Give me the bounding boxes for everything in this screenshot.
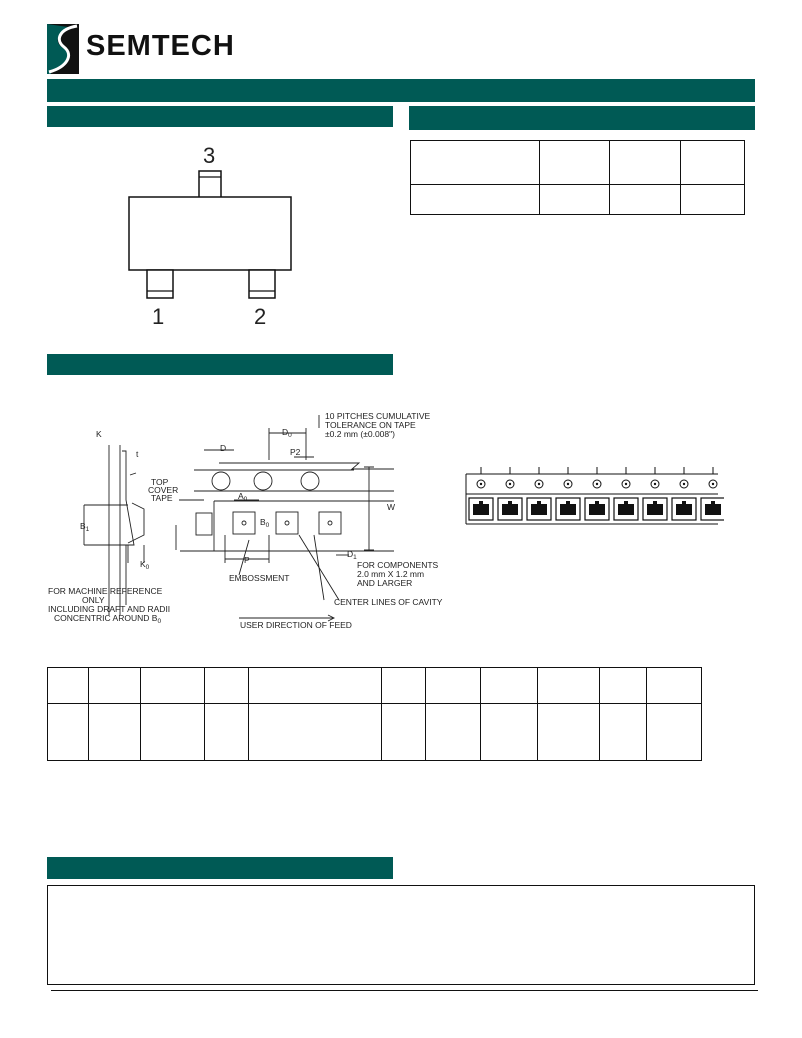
label-p2: P2 xyxy=(290,447,301,457)
section-bar-ordering-info xyxy=(409,106,755,130)
pin-3-lead xyxy=(199,171,221,198)
sot23-lead xyxy=(566,501,570,504)
tape-spec-table xyxy=(47,667,702,761)
label-components-1: FOR COMPONENTS xyxy=(357,560,439,570)
sot23-lead xyxy=(711,501,715,504)
label-a0: $A_0$ xyxy=(238,491,248,503)
label-k: K xyxy=(96,429,102,439)
table-cell xyxy=(141,668,205,704)
table-cell xyxy=(205,668,249,704)
sot23-lead xyxy=(653,501,657,504)
table-cell xyxy=(426,668,481,704)
label-d0: $D_0$ xyxy=(282,427,292,439)
label-machine-ref-2: ONLY xyxy=(82,595,105,605)
label-embossment: EMBOSSMENT xyxy=(229,573,290,583)
section-bar-contact xyxy=(47,857,393,879)
table-cell xyxy=(538,704,600,761)
semtech-s-logo-icon xyxy=(47,24,79,74)
sot23-part xyxy=(618,504,634,515)
sot23-lead xyxy=(624,501,628,504)
sot23-part xyxy=(502,504,518,515)
ordering-table xyxy=(410,140,745,215)
pin-2-label: 2 xyxy=(254,304,267,329)
pin-1-lead xyxy=(147,270,173,298)
contact-information-box xyxy=(47,885,755,985)
table-cell xyxy=(600,668,647,704)
label-components-2: 2.0 mm X 1.2 mm xyxy=(357,569,425,579)
label-k0: $K_0$ xyxy=(140,559,150,571)
label-b0: $B_0$ xyxy=(260,517,270,529)
sprocket-hole-center xyxy=(654,483,656,485)
sprocket-hole-center xyxy=(538,483,540,485)
sprocket-hole-center xyxy=(480,483,482,485)
label-p: P xyxy=(244,555,250,565)
table-cell xyxy=(48,668,89,704)
sot23-part xyxy=(705,504,721,515)
table-cell xyxy=(411,141,540,185)
table-cell xyxy=(89,668,141,704)
pin-3-label: 3 xyxy=(203,143,216,168)
table-cell xyxy=(205,704,249,761)
package-body xyxy=(129,197,291,270)
label-center-lines: CENTER LINES OF CAVITY xyxy=(334,597,443,607)
table-cell xyxy=(382,668,426,704)
table-cell xyxy=(647,704,702,761)
table-cell xyxy=(538,668,600,704)
brand-name: SEMTECH xyxy=(86,30,235,62)
sot23-lead xyxy=(479,501,483,504)
label-w: W xyxy=(387,502,396,512)
table-cell xyxy=(540,141,610,185)
sprocket-hole-center xyxy=(509,483,511,485)
table-cell xyxy=(141,704,205,761)
pin-1-label: 1 xyxy=(152,304,165,329)
table-cell xyxy=(249,704,382,761)
table-row xyxy=(411,141,745,185)
sot23-part xyxy=(531,504,547,515)
sprocket-hole-center xyxy=(625,483,627,485)
table-row xyxy=(48,704,702,761)
tape-dimension-drawing xyxy=(44,405,454,635)
table-cell xyxy=(382,704,426,761)
label-pitch-note-3: ±0.2 mm (±0.008") xyxy=(325,429,395,439)
table-cell xyxy=(610,185,681,215)
section-bar-pin-configuration xyxy=(47,106,393,127)
sot23-part xyxy=(676,504,692,515)
table-cell xyxy=(426,704,481,761)
label-components-3: AND LARGER xyxy=(357,578,413,588)
sprocket-hole-center xyxy=(712,483,714,485)
sprocket-hole-center xyxy=(567,483,569,485)
table-row xyxy=(48,668,702,704)
footer-rule xyxy=(51,990,758,991)
table-cell xyxy=(610,141,681,185)
table-cell xyxy=(681,141,745,185)
sot23-part xyxy=(589,504,605,515)
section-bar-tape-and-reel xyxy=(47,354,393,375)
sot23-lead xyxy=(508,501,512,504)
label-feed: USER DIRECTION OF FEED xyxy=(240,620,352,630)
header-bar xyxy=(47,79,755,102)
sot23-lead xyxy=(595,501,599,504)
pin-configuration-drawing xyxy=(110,140,310,330)
label-t: t xyxy=(136,449,139,459)
table-cell xyxy=(249,668,382,704)
sot23-lead xyxy=(682,501,686,504)
label-d: D xyxy=(220,443,227,453)
table-cell xyxy=(481,668,538,704)
label-machine-ref-1: FOR MACHINE REFERENCE xyxy=(48,586,163,596)
label-pitch-note-2: TOLERANCE ON TAPE xyxy=(325,420,416,430)
sot23-lead xyxy=(537,501,541,504)
label-top-cover-3: TAPE xyxy=(151,493,173,503)
tape-strip-drawing xyxy=(462,462,724,530)
table-cell xyxy=(481,704,538,761)
table-cell xyxy=(48,704,89,761)
table-cell xyxy=(600,704,647,761)
table-cell xyxy=(540,185,610,215)
label-machine-ref-4: CONCENTRIC AROUND $B_0$ xyxy=(54,613,162,625)
sprocket-hole-center xyxy=(683,483,685,485)
sot23-part xyxy=(647,504,663,515)
sprocket-hole-center xyxy=(596,483,598,485)
sot23-part xyxy=(560,504,576,515)
table-row xyxy=(411,185,745,215)
label-pitch-note-1: 10 PITCHES CUMULATIVE xyxy=(325,411,431,421)
sot23-part xyxy=(473,504,489,515)
label-d1: $D_1$ xyxy=(347,549,357,561)
label-top-cover-2: COVER xyxy=(148,485,179,495)
label-top-cover-1: TOP xyxy=(151,477,169,487)
label-b1: $B_1$ xyxy=(80,521,90,533)
table-cell xyxy=(411,185,540,215)
table-cell xyxy=(681,185,745,215)
label-machine-ref-3: INCLUDING DRAFT AND RADII xyxy=(48,604,171,614)
table-cell xyxy=(89,704,141,761)
pin-2-lead xyxy=(249,270,275,298)
table-cell xyxy=(647,668,702,704)
